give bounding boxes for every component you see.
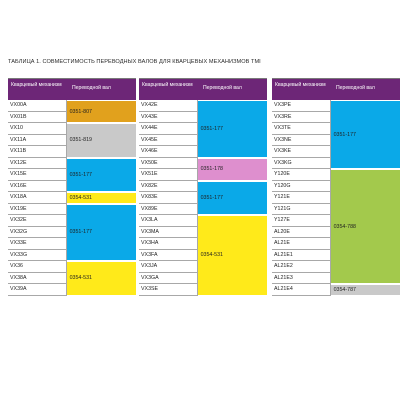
mechanism-cell: VX33G: [10, 251, 28, 258]
table-header: [139, 79, 267, 100]
shaft-label: 0354-531: [69, 194, 92, 201]
mechanism-cell: VX3HA: [141, 240, 159, 246]
table-body: [272, 100, 400, 296]
mechanism-cell: VX15E: [10, 171, 27, 177]
shaft-block: [67, 261, 136, 296]
shaft-block: [198, 100, 267, 158]
mechanism-cell: Y120G: [274, 182, 291, 189]
shaft-block: [67, 100, 136, 123]
mechanism-cell: VX33E: [10, 240, 27, 246]
mechanism-cell: VX3MA: [141, 228, 159, 235]
mechanism-cell: VX10: [10, 125, 23, 131]
shaft-block: [198, 158, 267, 181]
mechanism-cell: VX3FA: [141, 251, 158, 258]
mechanism-cell: Y120E: [274, 171, 290, 177]
shaft-block: [331, 100, 400, 169]
shaft-label: 0351-177: [200, 125, 223, 132]
table-header: [272, 79, 400, 100]
mechanism-cell: VX11A: [10, 136, 27, 143]
mechanism-cell: VX3LA: [141, 217, 158, 223]
compat-table-2: [139, 78, 267, 296]
shaft-block: [198, 215, 267, 296]
shaft-block: [67, 204, 136, 262]
shaft-block: [331, 169, 400, 284]
shaft-label: 0354-787: [333, 286, 356, 293]
mechanism-cell: VX36: [10, 263, 23, 269]
mechanism-cell: VX50E: [141, 159, 158, 166]
shaft-label: 0351-177: [200, 194, 223, 201]
mechanism-cell: VX00A: [10, 102, 27, 108]
shaft-block: [198, 181, 267, 216]
shaft-label: 0354-788: [333, 223, 356, 230]
table-body: [139, 100, 267, 296]
mechanism-cell: VX12E: [10, 159, 27, 166]
mechanism-cell: VX32G: [10, 228, 28, 235]
shaft-label: 0354-531: [200, 252, 223, 259]
mechanism-cell: AL21E4: [274, 286, 293, 292]
mechanism-cell: Y121G: [274, 205, 291, 212]
mechanism-cell: AL21E2: [274, 263, 293, 269]
mechanism-cell: VX11B: [10, 148, 27, 154]
header-shaft: Переводной вал: [72, 85, 111, 91]
mechanism-cell: VX46E: [141, 148, 158, 154]
mechanism-cell: VX18A: [10, 194, 27, 200]
shaft-label: 0351-177: [69, 171, 92, 178]
mechanism-cell: VX16E: [10, 182, 27, 189]
header-mechanism: Кварцевый механизм: [275, 82, 326, 88]
shaft-label: 0354-531: [69, 275, 92, 282]
shaft-label: 0351-807: [69, 108, 92, 115]
shaft-label: 0351-819: [69, 137, 92, 144]
mechanism-cell: AL21E: [274, 240, 290, 246]
header-shaft: Переводной вал: [336, 85, 375, 91]
compat-table-3: [272, 78, 400, 296]
table-header: [8, 79, 136, 100]
mechanism-cell: Y127E: [274, 217, 290, 223]
mechanism-cell: VX19E: [10, 205, 27, 212]
mechanism-cell: AL20E: [274, 228, 290, 235]
mechanism-cell: VX3TE: [274, 125, 291, 131]
mechanism-cell: VX01B: [10, 113, 27, 120]
mechanism-cell: AL21E1: [274, 251, 293, 258]
header-shaft: Переводной вал: [203, 85, 242, 91]
mechanism-cell: VX51E: [141, 171, 158, 177]
header-mechanism: Кварцевый механизм: [142, 82, 193, 88]
shaft-label: 0351-178: [200, 166, 223, 172]
mechanism-cell: VX45E: [141, 136, 158, 143]
compat-table-1: [8, 78, 136, 296]
mechanism-cell: VX3KE: [274, 148, 292, 154]
mechanism-cell: VX42E: [141, 102, 158, 108]
mechanism-cell: AL21E3: [274, 274, 293, 281]
shaft-label: 0351-177: [333, 131, 356, 138]
mechanism-cell: VX3SE: [141, 286, 159, 292]
mechanism-cell: VX44E: [141, 125, 158, 131]
table-body: [8, 100, 136, 296]
header-mechanism: Кварцевый механизм: [11, 82, 62, 88]
mechanism-cell: VX83E: [141, 194, 158, 200]
shaft-block: [67, 192, 136, 204]
mechanism-cell: VX3KG: [274, 159, 292, 166]
mechanism-cell: VX3JA: [141, 263, 158, 269]
mechanism-cell: VX82E: [141, 182, 158, 189]
shaft-block: [67, 158, 136, 193]
mechanism-cell: Y121E: [274, 194, 290, 200]
table-title: ТАБЛИЦА 1. СОВМЕСТИМОСТЬ ПЕРЕВОДНЫХ ВАЛОВ ДЛЯ КВАРЦЕВЫХ МЕХАНИЗМОВ TMI: [8, 59, 261, 65]
mechanism-cell: VX3RE: [274, 113, 292, 120]
shaft-block: [67, 123, 136, 158]
mechanism-cell: VX43E: [141, 113, 158, 120]
shaft-label: 0351-177: [69, 229, 92, 236]
mechanism-cell: VX39A: [10, 286, 27, 292]
shaft-block: [331, 284, 400, 296]
mechanism-cell: VX3PE: [274, 102, 292, 108]
mechanism-cell: VX3NE: [274, 136, 292, 143]
mechanism-cell: VX38A: [10, 274, 27, 281]
mechanism-cell: VX89E: [141, 205, 158, 212]
mechanism-cell: VX3GA: [141, 274, 159, 281]
mechanism-cell: VX32E: [10, 217, 27, 223]
